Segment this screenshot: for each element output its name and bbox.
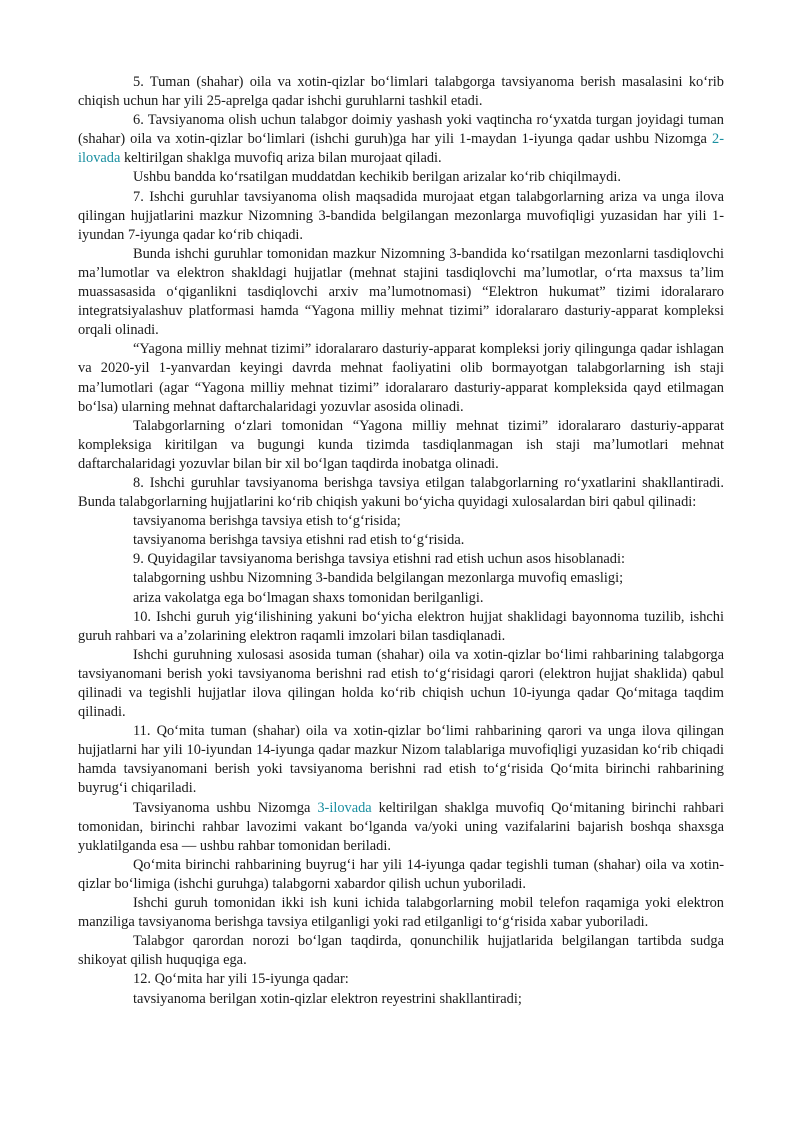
list-item: tavsiyanoma berilgan xotin-qizlar elektron reyestrini shakllantiradi;	[133, 990, 522, 1007]
paragraph-7-self-entered: Talabgorlarning oʻzlari tomonidan “Yagona milliy mehnat tizimi” idoralararo dasturiy-apparat kompleksiga kiritilgan va bugungi kunda tizimda tasdiqlanmagan ish staji maʼlumotlari mehnat daftarchalaridagi yozuvlar bilan bir xil boʻlgan taqdirda inobatga olinadi.	[78, 417, 724, 472]
paragraph-11-appeal: Talabgor qarordan norozi boʻlgan taqdirda, qonunchilik hujjatlarida belgilangan tartibda sudga shikoyat qilish huquqiga ega.	[78, 933, 724, 969]
paragraph-6-note: Ushbu bandda koʻrsatilgan muddatdan kechikib berilgan arizalar koʻrib chiqilmaydi.	[133, 169, 621, 186]
paragraph-10-conclusion: Ishchi guruhning xulosasi asosida tuman (shahar) oila va xotin-qizlar boʻlimi rahbarining talabgorga tavsiyanomani berish yoki tavsiyanoma berishni rad etish toʻgʻrisidagi qarori (elektron hujjat shaklida) qabul qilinadi va tegishli hujjatlar ilova qilingan holda koʻrib chiqish uchun 10-iyunga qadar Qoʻmitaga taqdim qilinadi.	[78, 646, 724, 721]
paragraph-text: keltirilgan shaklga muvofiq ariza bilan murojaat qiladi.	[120, 150, 442, 167]
appendix-3-link[interactable]: 3-ilovada	[317, 799, 372, 816]
list-item: ariza vakolatga ega boʻlmagan shaxs tomonidan berilganligi.	[133, 589, 484, 606]
paragraph-11-issuance	[78, 799, 724, 856]
paragraph-12: 12. Qoʻmita har yili 15-iyunga qadar:	[133, 971, 349, 988]
list-item: talabgorning ushbu Nizomning 3-bandida belgilangan mezonlarga muvofiq emasligi;	[133, 570, 624, 587]
paragraph-10: 10. Ishchi guruh yigʻilishining yakuni boʻyicha elektron hujjat shaklidagi bayonnoma tuzilib, ishchi guruh rahbari va aʼzolarining elektron raqamli imzolari bilan tasdiqlanadi.	[78, 608, 724, 644]
paragraph-9: 9. Quyidagilar tavsiyanoma berishga tavsiya etishni rad etish uchun asos hisoblanadi:	[133, 551, 625, 568]
appendix-2-link[interactable]: 2-ilovada	[78, 131, 724, 167]
paragraph-11: 11. Qoʻmita tuman (shahar) oila va xotin-qizlar boʻlimi rahbarining qarori va unga ilova qilingan hujjatlarni har yili 10-iyundan 14-iyunga qadar mazkur Nizom talablariga muvofiqligi yuzasidan koʻrib chiqadi hamda tavsiyanomani berish yoki tavsiyanoma berishni rad etish toʻgʻrisida Qoʻmita birinchi rahbarining buyrugʻi chiqariladi.	[78, 723, 724, 797]
paragraph-8: 8. Ishchi guruhlar tavsiyanoma berishga tavsiya etilgan talabgorlarning roʻyxatlarini shakllantiradi. Bunda talabgorlarning hujjatlarini koʻrib chiqish yakuni boʻyicha quyidagi xulosalardan biri qabul qilinadi:	[78, 474, 724, 511]
paragraph-text: Tavsiyanoma ushbu Nizomga	[133, 799, 318, 816]
paragraph-11-order: Qoʻmita birinchi rahbarining buyrugʻi har yili 14-iyunga qadar tegishli tuman (shahar) oila va xotin-qizlar boʻlimiga (ishchi guruhga) talabgorni xabardor qilish uchun yuboriladi.	[78, 856, 724, 892]
list-item: tavsiyanoma berishga tavsiya etish toʻgʻrisida;	[133, 513, 401, 530]
paragraph-6	[78, 111, 724, 168]
list-item: tavsiyanoma berishga tavsiya etishni rad etish toʻgʻrisida.	[133, 532, 465, 549]
paragraph-7-records: “Yagona milliy mehnat tizimi” idoralararo dasturiy-apparat kompleksi joriy qilingunga qadar ishlagan va 2020-yil 1-yanvardan keyingi davrda mehnat faoliyatini olib bormayotgan talabgorlarning ish staji maʼlumotlari (agar “Yagona milliy mehnat tizimi” idoralararo dasturiy-apparat kompleksida qayd etilmagan boʻlsa) ularning mehnat daftarchalaridagi yozuvlar asosida olinadi.	[78, 341, 724, 415]
paragraph-7: 7. Ishchi guruhlar tavsiyanoma olish maqsadida murojaat etgan talabgorlarning ariza va unga ilova qilingan hujjatlarini mazkur Nizomning 3-bandida belgilangan mezonlarga muvofiqligi yuzasidan har yili 1-iyundan 7-iyunga qadar koʻrib chiqadi.	[78, 188, 724, 243]
paragraph-5: 5. Tuman (shahar) oila va xotin-qizlar boʻlimlari talabgorga tavsiyanoma berish masalasini koʻrib chiqish uchun har yili 25-aprelga qadar ishchi guruhlarni tashkil etadi.	[78, 74, 724, 110]
paragraph-11-notification: Ishchi guruh tomonidan ikki ish kuni ichida talabgorlarning mobil telefon raqamiga yoki elektron manziliga tavsiyanoma berishga tavsiya etilganligi yoki rad etilganligi toʻgʻrisida xabar yuboriladi.	[78, 895, 724, 931]
paragraph-7-sources: Bunda ishchi guruhlar tomonidan mazkur Nizomning 3-bandida koʻrsatilgan mezonlarni tasdiqlovchi maʼlumotlar va elektron shakldagi hujjatlar (mehnat stajini tasdiqlovchi maʼlumotlar, oʻrta maxsus taʼlim muassasasida oʻqiganlikni tasdiqlovchi arxiv maʼlumotnomasi) “Elektron hukumat” tizimi idoralararo integratsiyalashuv platformasi hamda “Yagona milliy mehnat tizimi” idoralararo dasturiy-apparat kompleksi orqali olinadi.	[78, 245, 724, 339]
paragraph-text: 6. Tavsiyanoma olish uchun talabgor doimiy yashash yoki vaqtincha roʻyxatda turgan joyidagi tuman (shahar) oila va xotin-qizlar boʻlimlari (ishchi guruh)ga har yili 1-maydan 1-iyunga qadar ushbu Nizomga	[78, 112, 724, 148]
paragraph-text: keltirilgan shaklga muvofiq Qoʻmitaning birinchi rahbari tomonidan, birinchi rahbar lavozimi vakant boʻlganda va/yoki uning vazifalarini bajarish boshqa shaxsga yuklatilganda esa — ushbu rahbar tomonidan beriladi.	[78, 799, 724, 854]
